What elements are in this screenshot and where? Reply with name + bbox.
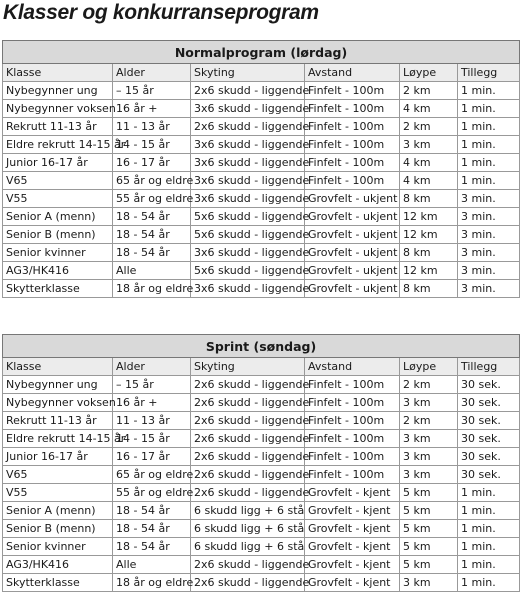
cell-loype: 5 km — [400, 520, 458, 538]
table-row — [3, 172, 520, 190]
cell-alder: 18 - 54 år — [113, 208, 191, 226]
table-row — [3, 262, 520, 280]
table-row — [3, 520, 520, 538]
cell-klasse: AG3/HK416 — [3, 556, 113, 574]
cell-klasse: Nybegynner ung — [3, 376, 113, 394]
table-row — [3, 412, 520, 430]
cell-avstand: Grovfelt - ukjent — [305, 190, 400, 208]
cell-loype: 3 km — [400, 394, 458, 412]
cell-avstand: Grovfelt - ukjent — [305, 226, 400, 244]
cell-avstand: Grovfelt - ukjent — [305, 280, 400, 298]
cell-klasse: Senior kvinner — [3, 244, 113, 262]
table-row — [3, 100, 520, 118]
cell-alder: 18 - 54 år — [113, 502, 191, 520]
cell-avstand: Grovfelt - kjent — [305, 484, 400, 502]
cell-skyting: 2x6 skudd - liggende — [191, 118, 305, 136]
cell-alder: 16 år + — [113, 100, 191, 118]
table-row — [3, 82, 520, 100]
cell-tillegg: 30 sek. — [458, 376, 520, 394]
cell-avstand: Grovfelt - ukjent — [305, 262, 400, 280]
cell-klasse: Senior kvinner — [3, 538, 113, 556]
cell-skyting: 6 skudd ligg + 6 stå — [191, 538, 305, 556]
cell-avstand: Grovfelt - kjent — [305, 520, 400, 538]
cell-alder: Alle — [113, 556, 191, 574]
cell-klasse: Senior B (menn) — [3, 226, 113, 244]
cell-avstand: Finfelt - 100m — [305, 82, 400, 100]
cell-alder: 16 år + — [113, 394, 191, 412]
cell-skyting: 2x6 skudd - liggende — [191, 574, 305, 592]
cell-avstand: Grovfelt - kjent — [305, 538, 400, 556]
cell-skyting: 3x6 skudd - liggende — [191, 190, 305, 208]
cell-tillegg: 1 min. — [458, 154, 520, 172]
cell-tillegg: 3 min. — [458, 244, 520, 262]
table-header-row — [3, 64, 520, 82]
cell-loype: 5 km — [400, 556, 458, 574]
cell-loype: 8 km — [400, 244, 458, 262]
cell-avstand: Finfelt - 100m — [305, 394, 400, 412]
cell-tillegg: 1 min. — [458, 136, 520, 154]
column-header-avstand: Avstand — [305, 358, 400, 376]
cell-klasse: Rekrutt 11-13 år — [3, 118, 113, 136]
cell-skyting: 6 skudd ligg + 6 stå — [191, 502, 305, 520]
cell-skyting: 2x6 skudd - liggende — [191, 82, 305, 100]
cell-alder: 14 - 15 år — [113, 430, 191, 448]
cell-skyting: 3x6 skudd - liggende — [191, 154, 305, 172]
cell-avstand: Finfelt - 100m — [305, 412, 400, 430]
cell-alder: 14 - 15 år — [113, 136, 191, 154]
cell-klasse: Nybegynner ung — [3, 82, 113, 100]
table-row — [3, 136, 520, 154]
table-row — [3, 244, 520, 262]
cell-loype: 3 km — [400, 574, 458, 592]
cell-tillegg: 3 min. — [458, 190, 520, 208]
cell-alder: 55 år og eldre — [113, 484, 191, 502]
cell-loype: 3 km — [400, 136, 458, 154]
cell-avstand: Finfelt - 100m — [305, 118, 400, 136]
cell-alder: 11 - 13 år — [113, 118, 191, 136]
cell-skyting: 3x6 skudd - liggende — [191, 100, 305, 118]
table-row — [3, 484, 520, 502]
cell-klasse: Rekrutt 11-13 år — [3, 412, 113, 430]
column-header-klasse: Klasse — [3, 358, 113, 376]
table-row — [3, 154, 520, 172]
cell-skyting: 3x6 skudd - liggende — [191, 280, 305, 298]
cell-tillegg: 1 min. — [458, 538, 520, 556]
cell-loype: 4 km — [400, 100, 458, 118]
cell-tillegg: 30 sek. — [458, 394, 520, 412]
sprint-program-table — [2, 334, 520, 592]
cell-avstand: Finfelt - 100m — [305, 154, 400, 172]
cell-alder: 55 år og eldre — [113, 190, 191, 208]
cell-skyting: 2x6 skudd - liggende — [191, 376, 305, 394]
cell-loype: 5 km — [400, 484, 458, 502]
table-title: Normalprogram (lørdag) — [3, 41, 520, 64]
cell-avstand: Finfelt - 100m — [305, 172, 400, 190]
table-caption-row — [3, 41, 520, 64]
cell-loype: 4 km — [400, 172, 458, 190]
cell-tillegg: 30 sek. — [458, 448, 520, 466]
table-row — [3, 226, 520, 244]
cell-avstand: Finfelt - 100m — [305, 430, 400, 448]
table-row — [3, 466, 520, 484]
table-row — [3, 280, 520, 298]
cell-alder: 18 - 54 år — [113, 538, 191, 556]
cell-klasse: Senior B (menn) — [3, 520, 113, 538]
cell-tillegg: 30 sek. — [458, 412, 520, 430]
table-row — [3, 208, 520, 226]
column-header-avstand: Avstand — [305, 64, 400, 82]
cell-klasse: Nybegynner voksen — [3, 100, 113, 118]
cell-alder: 16 - 17 år — [113, 448, 191, 466]
table-row — [3, 190, 520, 208]
table-title: Sprint (søndag) — [3, 335, 520, 358]
cell-loype: 2 km — [400, 376, 458, 394]
cell-alder: 18 år og eldre — [113, 574, 191, 592]
column-header-skyting: Skyting — [191, 64, 305, 82]
cell-tillegg: 1 min. — [458, 556, 520, 574]
cell-klasse: Eldre rekrutt 14-15 år — [3, 430, 113, 448]
table-row — [3, 538, 520, 556]
cell-tillegg: 1 min. — [458, 100, 520, 118]
cell-loype: 5 km — [400, 538, 458, 556]
cell-alder: 18 - 54 år — [113, 520, 191, 538]
cell-tillegg: 1 min. — [458, 484, 520, 502]
cell-tillegg: 30 sek. — [458, 466, 520, 484]
cell-tillegg: 3 min. — [458, 280, 520, 298]
cell-skyting: 5x6 skudd - liggende — [191, 226, 305, 244]
cell-alder: 18 - 54 år — [113, 226, 191, 244]
cell-tillegg: 1 min. — [458, 520, 520, 538]
cell-loype: 3 km — [400, 466, 458, 484]
cell-tillegg: 1 min. — [458, 502, 520, 520]
cell-klasse: V55 — [3, 484, 113, 502]
cell-klasse: V65 — [3, 172, 113, 190]
page-title: Klasser og konkurranseprogram — [3, 1, 319, 24]
cell-loype: 3 km — [400, 430, 458, 448]
cell-alder: – 15 år — [113, 376, 191, 394]
cell-avstand: Grovfelt - kjent — [305, 556, 400, 574]
cell-loype: 3 km — [400, 448, 458, 466]
cell-loype: 2 km — [400, 118, 458, 136]
cell-avstand: Finfelt - 100m — [305, 448, 400, 466]
cell-loype: 4 km — [400, 154, 458, 172]
cell-skyting: 2x6 skudd - liggende — [191, 394, 305, 412]
cell-tillegg: 1 min. — [458, 118, 520, 136]
cell-klasse: Senior A (menn) — [3, 502, 113, 520]
column-header-skyting: Skyting — [191, 358, 305, 376]
table-row — [3, 430, 520, 448]
cell-skyting: 2x6 skudd - liggende — [191, 412, 305, 430]
cell-klasse: V55 — [3, 190, 113, 208]
cell-skyting: 3x6 skudd - liggende — [191, 172, 305, 190]
cell-skyting: 3x6 skudd - liggende — [191, 244, 305, 262]
cell-skyting: 5x6 skudd - liggende — [191, 262, 305, 280]
cell-alder: 18 - 54 år — [113, 244, 191, 262]
cell-klasse: Nybegynner voksen — [3, 394, 113, 412]
cell-skyting: 2x6 skudd - liggende — [191, 430, 305, 448]
table-row — [3, 502, 520, 520]
cell-klasse: V65 — [3, 466, 113, 484]
cell-tillegg: 1 min. — [458, 172, 520, 190]
cell-skyting: 3x6 skudd - liggende — [191, 136, 305, 154]
cell-klasse: Eldre rekrutt 14-15 år — [3, 136, 113, 154]
cell-avstand: Finfelt - 100m — [305, 376, 400, 394]
table-row — [3, 448, 520, 466]
cell-alder: – 15 år — [113, 82, 191, 100]
cell-klasse: Junior 16-17 år — [3, 448, 113, 466]
cell-tillegg: 30 sek. — [458, 430, 520, 448]
column-header-alder: Alder — [113, 64, 191, 82]
cell-loype: 5 km — [400, 502, 458, 520]
column-header-loype: Løype — [400, 358, 458, 376]
table-header-row — [3, 358, 520, 376]
cell-alder: 65 år og eldre — [113, 466, 191, 484]
column-header-tillegg: Tillegg — [458, 358, 520, 376]
table-row — [3, 394, 520, 412]
cell-klasse: Junior 16-17 år — [3, 154, 113, 172]
cell-skyting: 2x6 skudd - liggende — [191, 448, 305, 466]
column-header-alder: Alder — [113, 358, 191, 376]
cell-loype: 8 km — [400, 280, 458, 298]
cell-tillegg: 3 min. — [458, 208, 520, 226]
cell-avstand: Finfelt - 100m — [305, 136, 400, 154]
table-caption-row — [3, 335, 520, 358]
cell-tillegg: 3 min. — [458, 226, 520, 244]
cell-avstand: Finfelt - 100m — [305, 466, 400, 484]
cell-klasse: Skytterklasse — [3, 280, 113, 298]
cell-alder: 18 år og eldre — [113, 280, 191, 298]
cell-alder: 11 - 13 år — [113, 412, 191, 430]
cell-klasse: AG3/HK416 — [3, 262, 113, 280]
column-header-loype: Løype — [400, 64, 458, 82]
cell-avstand: Grovfelt - ukjent — [305, 208, 400, 226]
cell-tillegg: 3 min. — [458, 262, 520, 280]
column-header-klasse: Klasse — [3, 64, 113, 82]
cell-avstand: Grovfelt - ukjent — [305, 244, 400, 262]
cell-klasse: Skytterklasse — [3, 574, 113, 592]
table-row — [3, 376, 520, 394]
cell-alder: 16 - 17 år — [113, 154, 191, 172]
table-row — [3, 556, 520, 574]
cell-loype: 12 km — [400, 226, 458, 244]
cell-alder: 65 år og eldre — [113, 172, 191, 190]
column-header-tillegg: Tillegg — [458, 64, 520, 82]
cell-alder: Alle — [113, 262, 191, 280]
cell-loype: 2 km — [400, 412, 458, 430]
normal-program-table — [2, 40, 520, 298]
cell-skyting: 6 skudd ligg + 6 stå — [191, 520, 305, 538]
cell-loype: 12 km — [400, 208, 458, 226]
cell-skyting: 5x6 skudd - liggende — [191, 208, 305, 226]
cell-skyting: 2x6 skudd - liggende — [191, 466, 305, 484]
cell-avstand: Grovfelt - kjent — [305, 574, 400, 592]
cell-tillegg: 1 min. — [458, 82, 520, 100]
table-row — [3, 574, 520, 592]
cell-loype: 2 km — [400, 82, 458, 100]
cell-klasse: Senior A (menn) — [3, 208, 113, 226]
cell-loype: 12 km — [400, 262, 458, 280]
cell-loype: 8 km — [400, 190, 458, 208]
cell-avstand: Grovfelt - kjent — [305, 502, 400, 520]
cell-skyting: 2x6 skudd - liggende — [191, 556, 305, 574]
cell-tillegg: 1 min. — [458, 574, 520, 592]
table-row — [3, 118, 520, 136]
cell-avstand: Finfelt - 100m — [305, 100, 400, 118]
cell-skyting: 2x6 skudd - liggende — [191, 484, 305, 502]
